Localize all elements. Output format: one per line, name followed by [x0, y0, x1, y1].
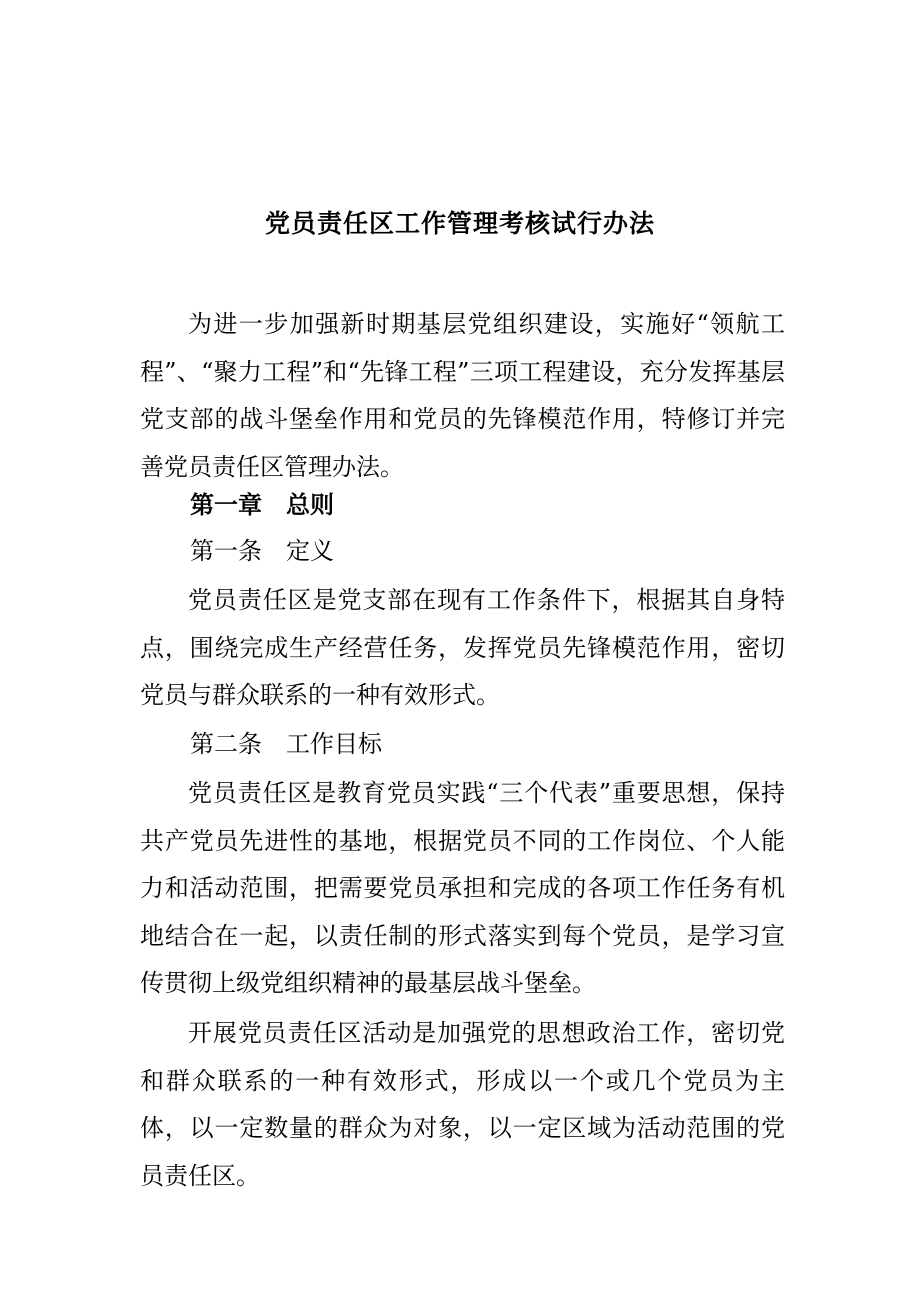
chapter-heading: 第一章 总则	[190, 490, 334, 519]
article-body: 党员责任区是教育党员实践“三个代表”重要思想，保持共产党员先进性的基地，根据党员不同的工作岗位、个人能力和活动范围，把需要党员承担和完成的各项工作任务有机地结合在一起，以责任制的形式落实到每个党员，是学习宣传贯彻上级党组织精神的最基层战斗堡垒。	[140, 779, 785, 997]
document-title: 党员责任区工作管理考核试行办法	[264, 209, 655, 238]
article-heading: 第二条 工作目标	[190, 730, 382, 758]
article-body: 开展党员责任区活动是加强党的思想政治工作，密切党和群众联系的一种有效形式，形成以一个或几个党员为主体，以一定数量的群众为对象，以一定区域为活动范围的党员责任区。	[140, 1019, 785, 1190]
intro-paragraph: 为进一步加强新时期基层党组织建设，实施好“领航工程”、“聚力工程”和“先锋工程”三项工程建设，充分发挥基层党支部的战斗堡垒作用和党员的先锋模范作用，特修订并完善党员责任区管理办法。	[140, 310, 785, 481]
article-heading: 第一条 定义	[190, 537, 334, 565]
article-body: 党员责任区是党支部在现有工作条件下，根据其自身特点，围绕完成生产经营任务，发挥党员先锋模范作用，密切党员与群众联系的一种有效形式。	[140, 586, 785, 709]
